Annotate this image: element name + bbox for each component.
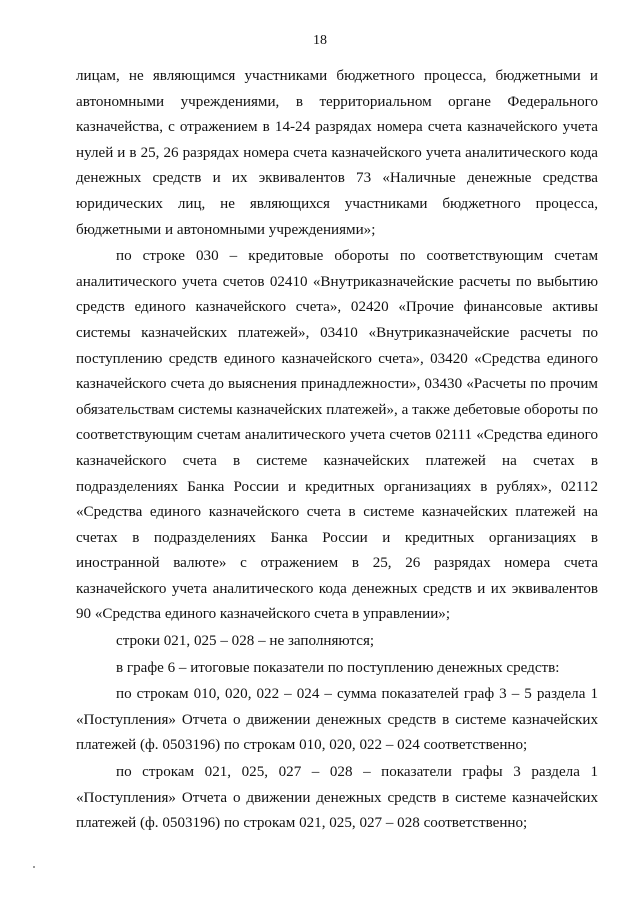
paragraph-lines-not-filled: строки 021, 025 – 028 – не заполняются;	[116, 633, 375, 650]
paragraph-continuation: лицам, не являющимся участниками бюджетного процесса, бюджетными и автономными учреждениями, в территориальном органе Федерального казначейства, с отражением в 14-24 разрядах номера счета казначейского учета нулей и в 25, 26 разрядах номера счета казначейского учета аналитического кода денежных средств и их эквивалентов 73 «Наличные денежные средства юридических лиц, не являющихся участниками бюджетного процесса, бюджетными и автономными учреждениями»;	[76, 68, 598, 238]
paragraph-lines-010-024: по строкам 010, 020, 022 – 024 – сумма показателей граф 3 – 5 раздела 1 «Поступления» Отчета о движении денежных средств в системе казначейских платежей (ф. 0503196) по строкам 010, 020, 022 – 024 соответственно;	[76, 686, 598, 754]
paragraph-line-030: по строке 030 – кредитовые обороты по соответствующим счетам аналитического учета счетов 02410 «Внутриказначейские расчеты по выбытию средств единого казначейского счета», 02420 «Прочие финансовые активы системы казначейских платежей», 03410 «Внутриказначейские расчеты по поступлению средств единого казначейского счета», 03420 «Средства единого казначейского счета до выяснения принадлежности», 03430 «Расчеты по прочим обязательствам системы казначейских платежей», а также дебетовые обороты по соответствующим счетам аналитического учета счетов 02111 «Средства единого казначейского счета в системе казначейских платежей на счетах в подразделениях Банка России и кредитных организациях в рублях», 02112 «Средства единого казначейского счета в системе казначейских платежей на счетах в подразделениях Банка России и кредитных организациях в иностранной валюте» с отражением в 25, 26 разрядах номера счета казначейского учета аналитического кода денежных средств и их эквивалентов 90 «Средства единого казначейского счета в управлении»;	[76, 248, 598, 623]
scan-speck	[33, 866, 35, 868]
paragraph-lines-021-028: по строкам 021, 025, 027 – 028 – показатели графы 3 раздела 1 «Поступления» Отчета о движении денежных средств в системе казначейских платежей (ф. 0503196) по строкам 021, 025, 027 – 028 соответственно;	[76, 764, 598, 832]
document-body	[76, 64, 598, 837]
page-number: 18	[313, 33, 327, 48]
paragraph-column-6: в графе 6 – итоговые показатели по поступлению денежных средств:	[116, 659, 560, 676]
